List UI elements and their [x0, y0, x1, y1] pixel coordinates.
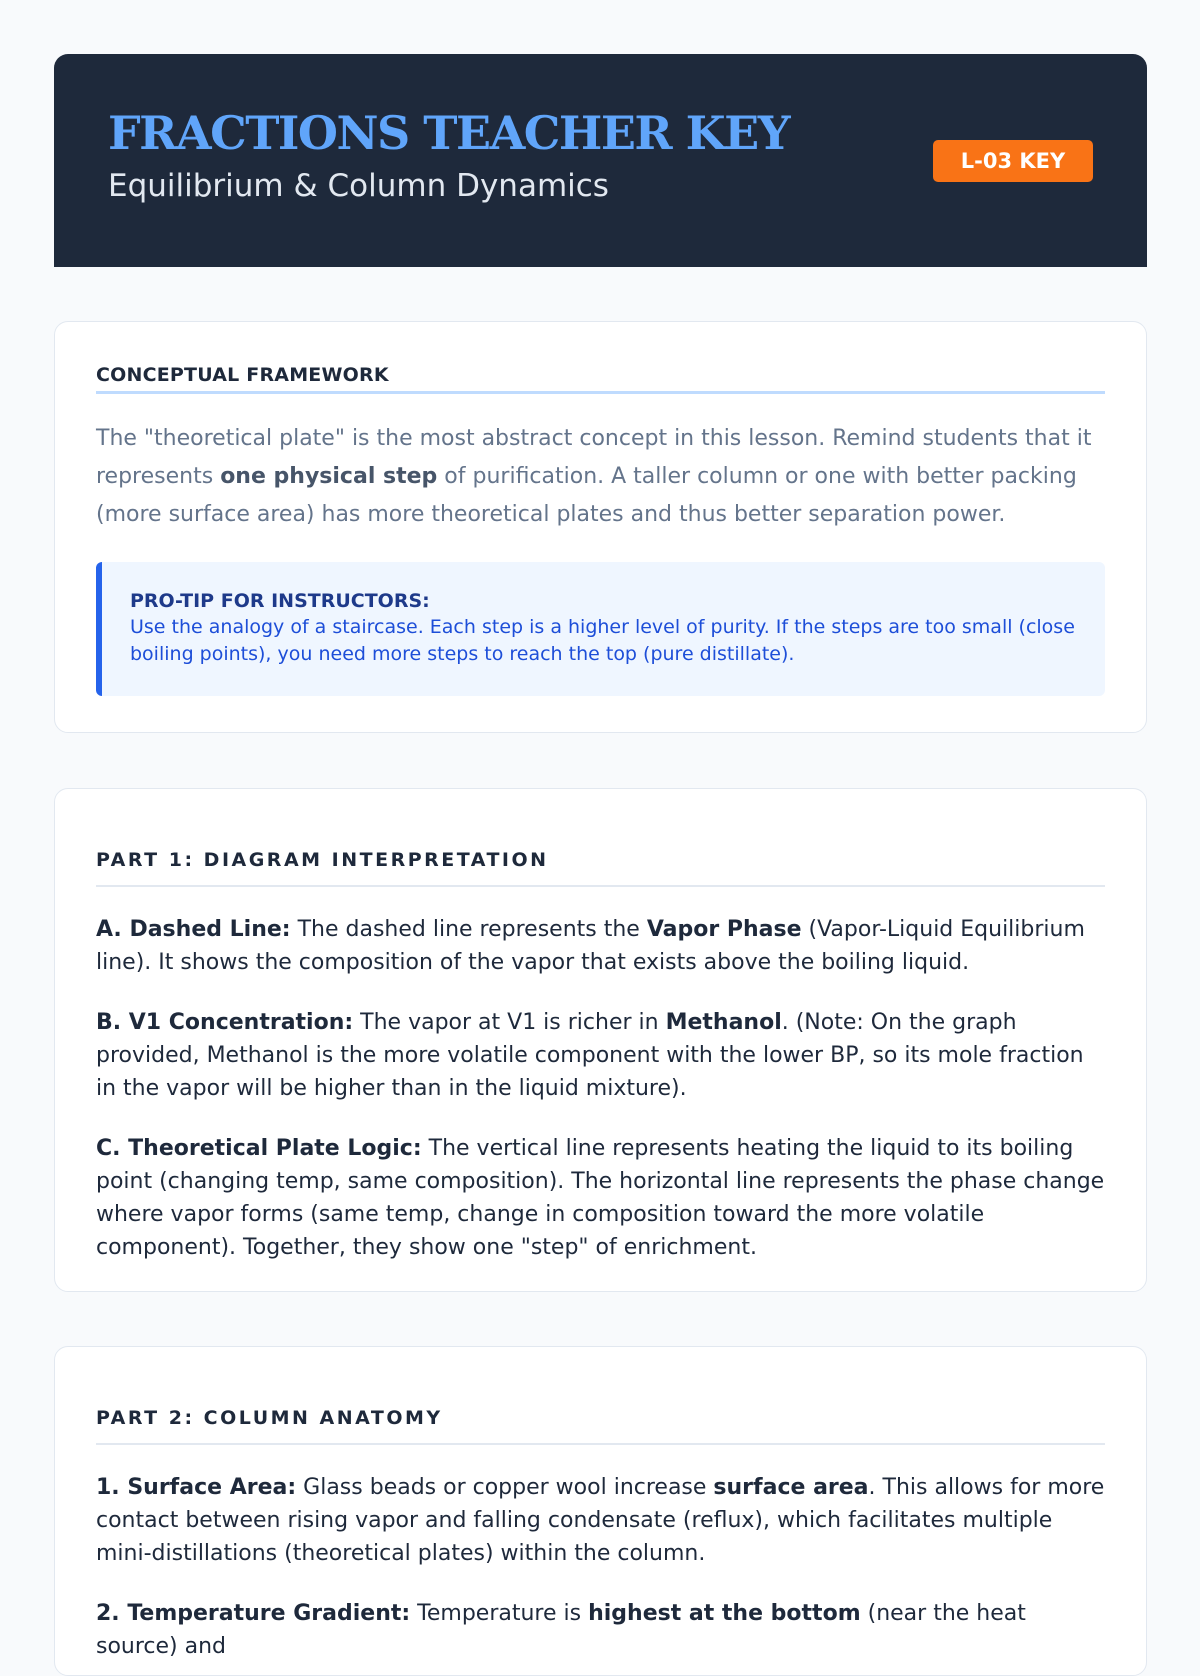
item-c-text: The vertical line represents heating the liquid to its boiling point (changing temp, same composition). The horizontal line represents the phase change where vapor forms (same temp, change in composition toward the more volatile component). Together, they show one "step" of enrichment. — [96, 1135, 1105, 1260]
intro-text-start: The "theoretical plate" is the most abstract concept in this lesson. Remind students that it represents — [96, 426, 1092, 489]
item-a-text-start: The dashed line represents the — [290, 916, 647, 942]
item-a-text-end: (Vapor-Liquid Equilibrium line). It shows the composition of the vapor that exists above the boiling liquid. — [96, 916, 1085, 975]
item-b-label: B. V1 Concentration: — [96, 1009, 354, 1035]
page-title: FRACTIONS TEACHER KEY — [108, 106, 790, 160]
part1-item-b — [96, 1006, 1105, 1105]
item-2-text-end: (near the heat source) and — [96, 1600, 1026, 1659]
part2-heading: PART 2: COLUMN ANATOMY — [96, 1363, 1105, 1445]
intro-emphasis: one physical step — [220, 464, 438, 489]
intro-text-end: of purification. A taller column or one with better packing (more surface area) has more theoretical plates and thus better separation power. — [96, 464, 1077, 527]
pro-tip-body: Use the analogy of a staircase. Each step is a higher level of purity. If the steps are too small (close boiling points), you need more steps to reach the top (pure distillate). — [130, 616, 1075, 665]
part1-heading: PART 1: DIAGRAM INTERPRETATION — [96, 805, 1105, 887]
conceptual-framework-card — [54, 321, 1147, 733]
item-a-emphasis: Vapor Phase — [646, 916, 802, 942]
item-a-label: A. Dashed Line: — [96, 916, 291, 942]
part2-item-1 — [96, 1471, 1105, 1570]
part2-item-2 — [96, 1597, 1105, 1663]
item-1-text-end: . This allows for more contact between rising vapor and falling condensate (reflux), which facilitates multiple mini-distillations (theoretical plates) within the column. — [96, 1474, 1105, 1566]
item-b-emphasis: Methanol — [665, 1009, 782, 1035]
part1-item-c — [96, 1132, 1105, 1264]
item-c-label: C. Theoretical Plate Logic: — [96, 1135, 422, 1161]
item-1-emphasis: surface area — [713, 1474, 869, 1500]
item-2-emphasis: highest at the bottom — [588, 1600, 861, 1626]
part1-card — [54, 788, 1147, 1292]
item-2-text-start: Temperature is — [410, 1600, 589, 1626]
part1-item-a — [96, 913, 1105, 979]
item-1-text-start: Glass beads or copper wool increase — [296, 1474, 714, 1500]
conceptual-framework-text — [96, 420, 1105, 534]
conceptual-framework-heading: CONCEPTUAL FRAMEWORK — [96, 322, 1105, 394]
item-b-text-end: . (Note: On the graph provided, Methanol is the more volatile component with the lower BP, so its mole fraction in the vapor will be higher than in the liquid mixture). — [96, 1009, 1084, 1101]
pro-tip-callout — [96, 562, 1105, 696]
item-b-text-start: The vapor at V1 is richer in — [353, 1009, 666, 1035]
page-header — [54, 54, 1147, 267]
item-2-label: 2. Temperature Gradient: — [96, 1600, 411, 1626]
lesson-key-badge: L-03 KEY — [933, 140, 1093, 182]
part2-card — [54, 1346, 1147, 1676]
pro-tip-title: PRO-TIP FOR INSTRUCTORS: — [130, 590, 430, 612]
item-1-label: 1. Surface Area: — [96, 1474, 297, 1500]
page-subtitle: Equilibrium & Column Dynamics — [108, 168, 609, 204]
